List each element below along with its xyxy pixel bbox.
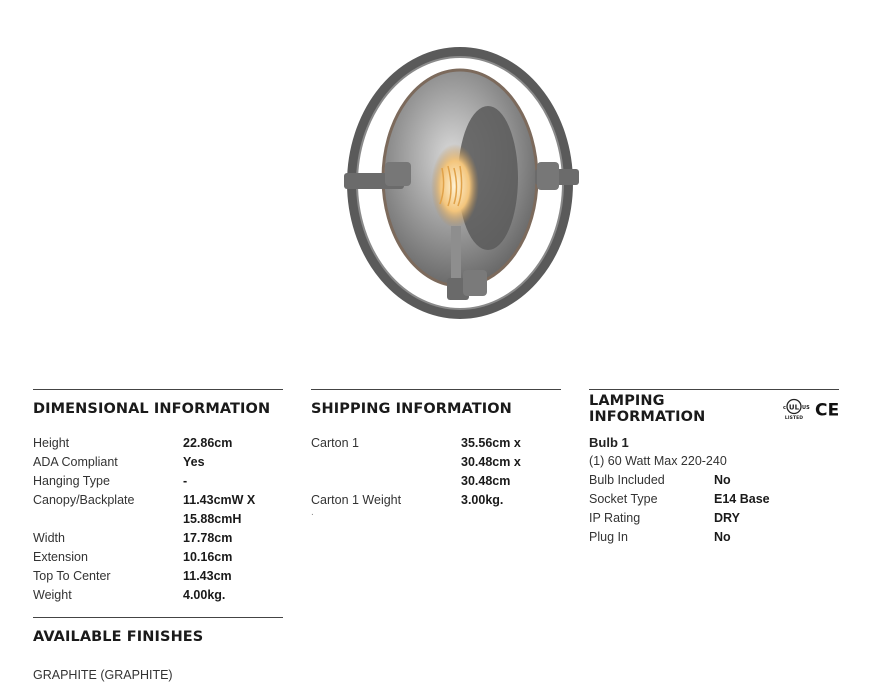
- spec-row: [33, 567, 285, 586]
- section-divider: [33, 389, 283, 390]
- spec-row: [33, 491, 285, 529]
- finishes-section: [33, 617, 285, 682]
- lamping-rows: [589, 433, 841, 547]
- wall-sconce-illustration: [330, 38, 590, 328]
- spec-row: [311, 491, 563, 510]
- spec-row: [33, 472, 285, 491]
- ul-listed-icon: [781, 398, 811, 420]
- section-title: LAMPING INFORMATION: [589, 393, 706, 425]
- spec-value: E14 Base: [714, 492, 770, 506]
- spec-value: Yes: [183, 455, 205, 469]
- spec-value: 11.43cmW X 15.88cmH: [183, 493, 256, 526]
- product-image: [330, 38, 590, 328]
- bulb-description: (1) 60 Watt Max 220-240: [589, 454, 727, 468]
- spec-row: [589, 490, 841, 509]
- spec-value: 10.16cm: [183, 550, 233, 564]
- spec-row: [33, 434, 285, 453]
- shipping-section: [311, 389, 563, 518]
- spec-value: 17.78cm: [183, 531, 233, 545]
- spec-value: DRY: [714, 511, 740, 525]
- shipping-rows: [311, 434, 563, 518]
- spec-label: Extension: [33, 550, 88, 564]
- spec-label: Weight: [33, 588, 72, 602]
- spec-label: Bulb Included: [589, 473, 665, 487]
- spec-label: Hanging Type: [33, 474, 110, 488]
- spec-label: Carton 1 Weight: [311, 493, 402, 507]
- spec-label: ADA Compliant: [33, 455, 118, 469]
- listed-text: LISTED: [784, 416, 804, 420]
- spec-label: Plug In: [589, 530, 628, 544]
- ce-text: CE: [815, 400, 840, 419]
- spec-label: Carton 1: [311, 436, 359, 450]
- bulb-title: Bulb 1: [589, 435, 629, 450]
- spec-row: [33, 548, 285, 567]
- spec-value: No: [714, 530, 731, 544]
- spec-label: Socket Type: [589, 492, 658, 506]
- spec-label: Canopy/Backplate: [33, 493, 135, 507]
- spec-value: No: [714, 473, 731, 487]
- spec-row: [589, 509, 841, 528]
- certification-icons: [781, 398, 841, 420]
- section-divider: [311, 389, 561, 390]
- section-title: SHIPPING INFORMATION: [311, 401, 512, 417]
- spec-row: [589, 471, 841, 490]
- spec-row: [33, 586, 285, 605]
- finish-value: GRAPHITE (GRAPHITE): [33, 668, 173, 682]
- section-divider: [33, 617, 283, 618]
- ce-mark-icon: [815, 399, 841, 419]
- spec-label: Top To Center: [33, 569, 111, 583]
- spec-label: IP Rating: [589, 511, 641, 525]
- section-title-row: [589, 393, 841, 425]
- trailing-mark: .: [311, 507, 314, 518]
- ul-text: UL: [788, 403, 800, 412]
- section-title: DIMENSIONAL INFORMATION: [33, 401, 271, 417]
- spec-value: -: [183, 474, 188, 488]
- us-text: US: [802, 405, 810, 411]
- section-divider: [589, 389, 839, 390]
- spec-value: 4.00kg.: [183, 588, 226, 602]
- spec-label: Height: [33, 436, 70, 450]
- dimensional-rows: [33, 434, 285, 605]
- spec-value: 11.43cm: [183, 569, 232, 583]
- dimensional-section: [33, 389, 285, 605]
- spec-row: [311, 434, 563, 491]
- spec-row: [33, 529, 285, 548]
- spec-value: 3.00kg.: [461, 493, 504, 507]
- c-text: c: [783, 405, 787, 411]
- lamping-section: [589, 389, 841, 547]
- spec-value: 35.56cm x 30.48cm x 30.48cm: [461, 436, 521, 488]
- spec-row: [33, 453, 285, 472]
- spec-label: Width: [33, 531, 65, 545]
- section-title: AVAILABLE FINISHES: [33, 629, 204, 645]
- spec-value: 22.86cm: [183, 436, 233, 450]
- spec-row: [589, 528, 841, 547]
